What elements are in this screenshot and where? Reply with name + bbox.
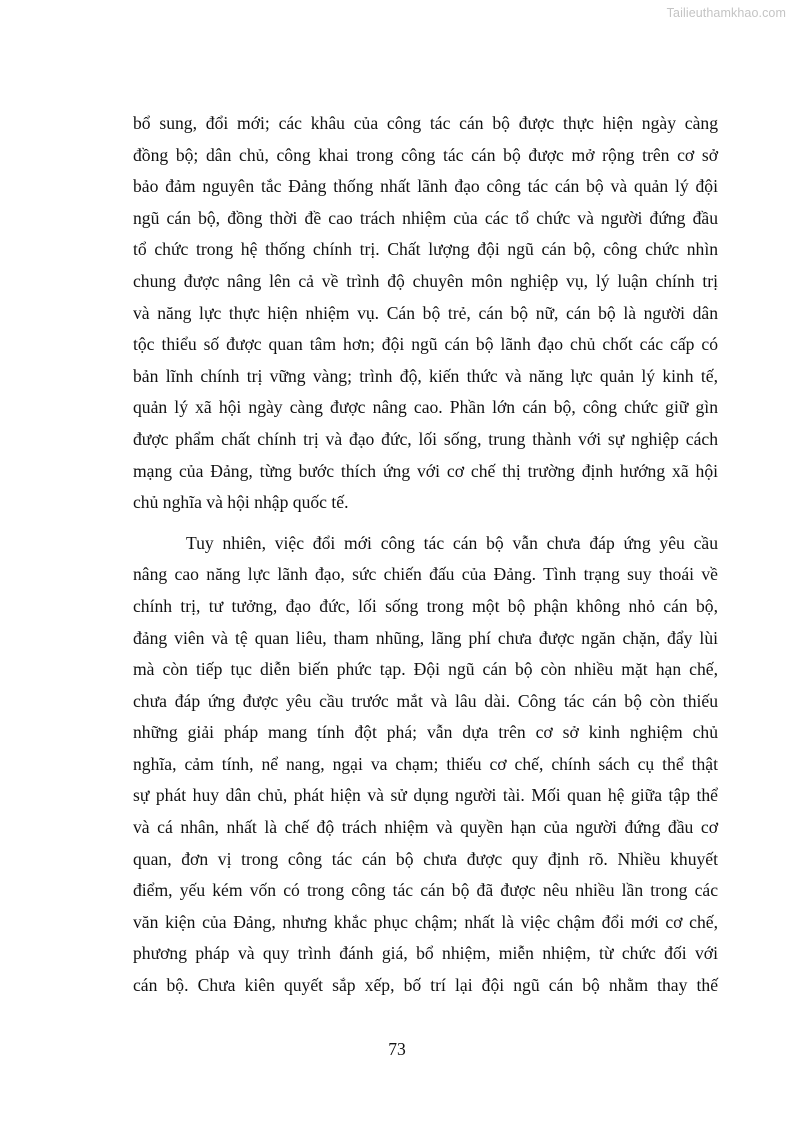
text-line: tổ chức trong hệ thống chính trị. Chất lượng đội ngũ cán bộ, công chức nhìn: [133, 239, 718, 260]
text-line: đồng bộ; dân chủ, công khai trong công tác cán bộ được mở rộng trên cơ sở: [133, 144, 718, 165]
text-line: được phẩm chất chính trị và đạo đức, lối sống, trung thành với sự nghiệp cách: [133, 428, 718, 449]
text-line: sự phát huy dân chủ, phát hiện và sử dụng người tài. Mối quan hệ giữa tập thể: [133, 785, 718, 806]
text-line: tộc thiểu số được quan tâm hơn; đội ngũ cán bộ lãnh đạo chủ chốt các cấp có: [133, 334, 718, 355]
paragraph-2: [133, 528, 718, 1002]
text-line: đảng viên và tệ quan liêu, tham nhũng, lãng phí chưa được ngăn chặn, đẩy lùi: [133, 627, 718, 648]
text-line: những giải pháp mang tính đột phá; vẫn dựa trên cơ sở kinh nghiệm chủ: [133, 722, 718, 743]
text-line: quản lý xã hội ngày càng được nâng cao. Phần lớn cán bộ, công chức giữ gìn: [133, 397, 718, 418]
text-line: chủ nghĩa và hội nhập quốc tế.: [133, 492, 349, 513]
text-line: và cá nhân, nhất là chế độ trách nhiệm và quyền hạn của người đứng đầu cơ: [133, 817, 718, 838]
text-line: ngũ cán bộ, đồng thời đề cao trách nhiệm của các tổ chức và người đứng đầu: [133, 207, 718, 228]
text-line: điểm, yếu kém vốn có trong công tác cán bộ đã được nêu nhiều lần trong các: [133, 880, 718, 901]
text-line: văn kiện của Đảng, nhưng khắc phục chậm; nhất là việc chậm đổi mới cơ chế,: [133, 911, 718, 932]
text-line: và năng lực thực hiện nhiệm vụ. Cán bộ trẻ, cán bộ nữ, cán bộ là người dân: [133, 302, 718, 323]
text-line: nghĩa, cảm tính, nể nang, ngại va chạm; thiếu cơ chế, chính sách cụ thể thật: [133, 753, 718, 774]
watermark: Tailieuthamkhao.com: [666, 6, 786, 20]
text-line: phương pháp và quy trình đánh giá, bổ nhiệm, miễn nhiệm, từ chức đối với: [133, 943, 718, 964]
text-line: mà còn tiếp tục diễn biến phức tạp. Đội ngũ cán bộ còn nhiều mặt hạn chế,: [133, 659, 718, 680]
text-line: chung được nâng lên cả về trình độ chuyên môn nghiệp vụ, lý luận chính trị: [133, 270, 718, 291]
text-line: Tuy nhiên, việc đổi mới công tác cán bộ vẫn chưa đáp ứng yêu cầu: [186, 532, 718, 553]
paragraph-1: [133, 108, 718, 519]
page-number: 73: [388, 1039, 406, 1059]
paragraph-gap: [133, 519, 718, 528]
text-line: nâng cao năng lực lãnh đạo, sức chiến đấu của Đảng. Tình trạng suy thoái về: [133, 564, 718, 585]
text-line: mạng của Đảng, từng bước thích ứng với cơ chế thị trường định hướng xã hội: [133, 460, 718, 481]
text-line: chưa đáp ứng được yêu cầu trước mắt và lâu dài. Công tác cán bộ còn thiếu: [133, 690, 718, 711]
text-line: bổ sung, đổi mới; các khâu của công tác cán bộ được thực hiện ngày càng: [133, 113, 718, 133]
text-line: quan, đơn vị trong công tác cán bộ chưa được quy định rõ. Nhiều khuyết: [133, 848, 718, 869]
text-line: cán bộ. Chưa kiên quyết sắp xếp, bố trí lại đội ngũ cán bộ nhằm thay thế: [133, 975, 718, 996]
document-body: [133, 108, 718, 1002]
text-line: bảo đảm nguyên tắc Đảng thống nhất lãnh đạo công tác cán bộ và quản lý đội: [133, 176, 718, 197]
text-line: chính trị, tư tưởng, đạo đức, lối sống trong một bộ phận không nhỏ cán bộ,: [133, 595, 718, 616]
text-line: bản lĩnh chính trị vững vàng; trình độ, kiến thức và năng lực quản lý kinh tế,: [133, 365, 718, 386]
